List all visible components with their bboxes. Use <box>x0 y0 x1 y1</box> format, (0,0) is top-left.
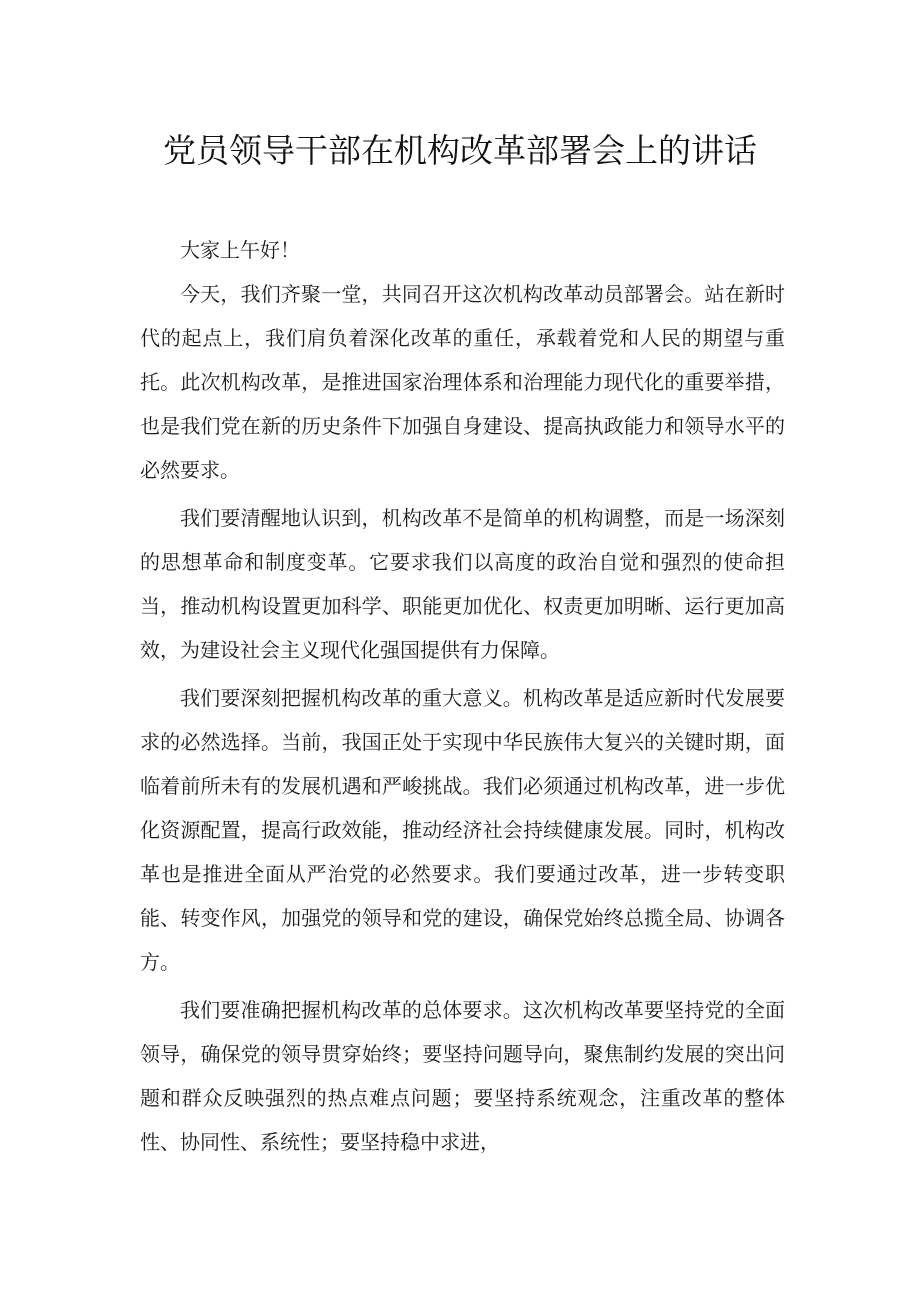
document-title: 党员领导干部在机构改革部署会上的讲话 <box>163 131 757 170</box>
paragraph-1: 今天，我们齐聚一堂，共同召开这次机构改革动员部署会。站在新时代的起点上，我们肩负着深化改革的重任，承载着党和人民的期望与重托。此次机构改革，是推进国家治理体系和治理能力现代化的重要举措，也是我们党在新的历史条件下加强自身建设、提高执政能力和领导水平的必然要求。 <box>140 282 785 482</box>
document-body <box>140 228 785 1164</box>
paragraph-2: 我们要清醒地认识到，机构改革不是简单的机构调整，而是一场深刻的思想革命和制度变革。它要求我们以高度的政治自觉和强烈的使命担当，推动机构设置更加科学、职能更加优化、权责更加明晰、运行更加高效，为建设社会主义现代化强国提供有力保障。 <box>140 506 785 662</box>
paragraph-greeting: 大家上午好！ <box>180 238 300 262</box>
paragraph-3: 我们要深刻把握机构改革的重大意义。机构改革是适应新时代发展要求的必然选择。当前，我国正处于实现中华民族伟大复兴的关键时期，面临着前所未有的发展机遇和严峻挑战。我们必须通过机构改革，进一步优化资源配置，提高行政效能，推动经济社会持续健康发展。同时，机构改革也是推进全面从严治党的必然要求。我们要通过改革，进一步转变职能、转变作风，加强党的领导和党的建设，确保党始终总揽全局、协调各方。 <box>140 686 785 974</box>
paragraph-4: 我们要准确把握机构改革的总体要求。这次机构改革要坚持党的全面领导，确保党的领导贯穿始终；要坚持问题导向，聚焦制约发展的突出问题和群众反映强烈的热点难点问题；要坚持系统观念，注重改革的整体性、协同性、系统性；要坚持稳中求进， <box>140 998 785 1154</box>
